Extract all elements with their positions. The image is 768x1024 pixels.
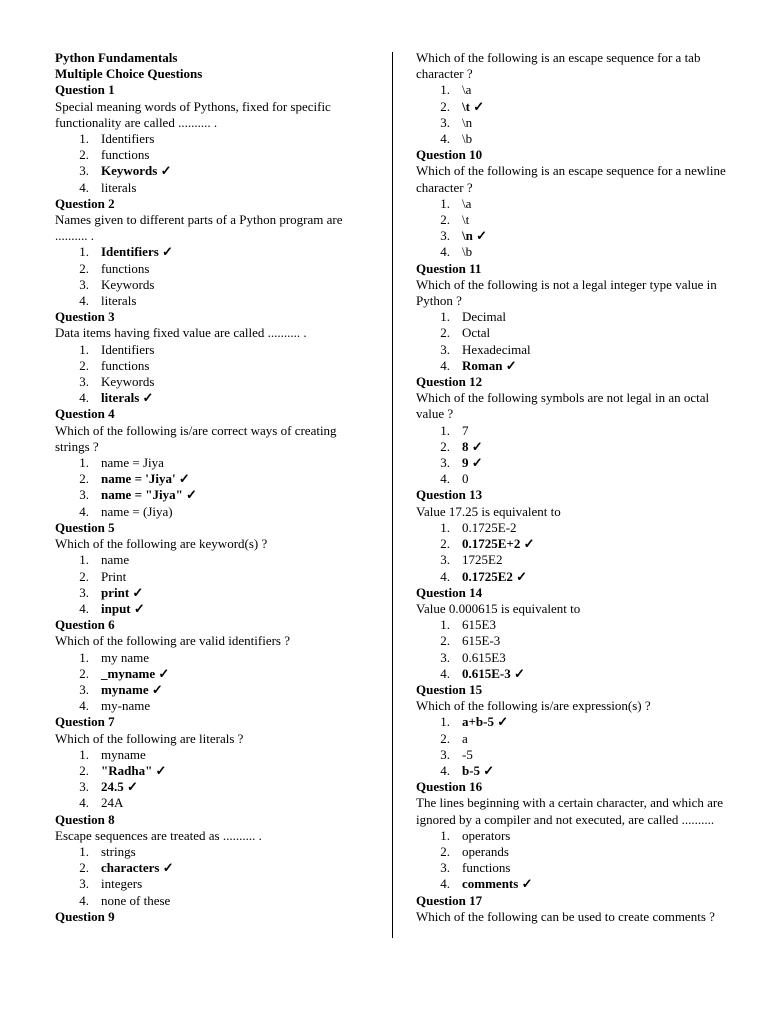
option-item-correct (416, 536, 734, 552)
question-block (55, 812, 345, 909)
option-item (55, 131, 345, 147)
option-text: operands (462, 843, 509, 859)
option-number: 2. (79, 357, 89, 373)
option-item-correct (55, 682, 345, 698)
option-text: _myname ✓ (101, 665, 170, 681)
option-number: 3. (440, 649, 450, 665)
option-number: 1. (440, 714, 450, 730)
question-title: Question 15 (416, 681, 483, 697)
question-block (416, 893, 734, 925)
option-item-correct (416, 714, 734, 730)
options-list (416, 196, 734, 261)
question-block (55, 309, 345, 406)
option-item (55, 504, 345, 520)
option-text: 9 ✓ (462, 455, 483, 471)
options-list (55, 131, 345, 196)
option-number: 4. (79, 179, 89, 195)
options-list (55, 747, 345, 812)
option-text: integers (101, 876, 143, 892)
option-number: 1. (440, 309, 450, 325)
question-text: Which of the following is an escape sequence for a tab character ? (416, 50, 701, 82)
option-number: 1. (79, 131, 89, 147)
option-text: 1725E2 (462, 552, 503, 568)
question-text: The lines beginning with a certain character, and which are ignored by a compiler and not executed, are called .......... (416, 795, 724, 827)
option-item (416, 633, 734, 649)
option-item (55, 455, 345, 471)
option-item-correct (55, 487, 345, 503)
question-block (55, 82, 345, 195)
option-number: 1. (79, 552, 89, 568)
option-number: 2. (440, 438, 450, 454)
option-number: 3. (79, 487, 89, 503)
option-item (416, 731, 734, 747)
option-number: 3. (79, 163, 89, 179)
option-number: 3. (79, 374, 89, 390)
option-item (416, 342, 734, 358)
option-item-correct (416, 455, 734, 471)
option-text: myname ✓ (101, 681, 163, 697)
question-title: Question 5 (55, 519, 115, 535)
options-list (55, 552, 345, 617)
option-number: 2. (440, 843, 450, 859)
question-block (416, 682, 734, 779)
option-item (416, 244, 734, 260)
question-title: Question 8 (55, 811, 115, 827)
option-number: 3. (79, 681, 89, 697)
option-item-correct (55, 860, 345, 876)
option-number: 1. (79, 455, 89, 471)
option-number: 2. (440, 212, 450, 228)
question-block (55, 406, 345, 519)
option-number: 4. (440, 471, 450, 487)
question-text: Which of the following is/are correct ways of creating strings ? (55, 422, 337, 454)
option-item (55, 876, 345, 892)
option-text: functions (462, 860, 511, 876)
option-text: Identifiers (101, 341, 155, 357)
option-text: 0.615E-3 ✓ (462, 665, 525, 681)
question-block (416, 779, 734, 892)
option-number: 4. (79, 892, 89, 908)
question-text: Which of the following are keyword(s) ? (55, 536, 268, 552)
option-number: 4. (79, 795, 89, 811)
question-title: Question 6 (55, 617, 115, 633)
option-item-correct (416, 439, 734, 455)
option-number: 4. (79, 390, 89, 406)
option-number: 1. (440, 422, 450, 438)
option-item-correct (55, 471, 345, 487)
question-title: Question 17 (416, 892, 483, 908)
option-item-correct (55, 244, 345, 260)
option-number: 1. (79, 843, 89, 859)
option-text: \n ✓ (462, 228, 487, 244)
option-text: \n (462, 114, 473, 130)
option-number: 2. (79, 568, 89, 584)
option-number: 4. (79, 293, 89, 309)
option-item-correct (55, 585, 345, 601)
option-number: 2. (79, 471, 89, 487)
option-number: 4. (79, 600, 89, 616)
question-text: Which of the following are valid identifiers ? (55, 633, 291, 649)
question-title: Question 4 (55, 406, 115, 422)
option-item (416, 423, 734, 439)
option-text: \t ✓ (462, 98, 485, 114)
option-item (416, 617, 734, 633)
option-item-correct (55, 390, 345, 406)
option-text: name = Jiya (101, 455, 164, 471)
question-title: Question 11 (416, 260, 482, 276)
option-number: 4. (440, 876, 450, 892)
option-item (55, 650, 345, 666)
option-item (416, 309, 734, 325)
option-item-correct (416, 358, 734, 374)
question-title: Question 7 (55, 714, 115, 730)
option-text: name = (Jiya) (101, 503, 173, 519)
question-text: Value 0.000615 is equivalent to (416, 600, 581, 616)
question-title: Question 1 (55, 82, 115, 98)
question-text: Special meaning words of Pythons, fixed for specific functionality are called .......... . (55, 98, 331, 130)
option-item (55, 552, 345, 568)
options-list (416, 309, 734, 374)
option-item (55, 147, 345, 163)
option-item (55, 893, 345, 909)
option-number: 2. (79, 762, 89, 778)
option-item (416, 520, 734, 536)
option-text: Octal (462, 325, 491, 341)
option-item-correct (55, 163, 345, 179)
option-text: Roman ✓ (462, 357, 517, 373)
option-item (55, 261, 345, 277)
option-number: 3. (440, 552, 450, 568)
option-item (416, 828, 734, 844)
option-item (416, 471, 734, 487)
option-text: Hexadecimal (462, 341, 531, 357)
question-title: Question 10 (416, 147, 483, 163)
option-number: 3. (440, 228, 450, 244)
option-item-correct (416, 666, 734, 682)
option-text: my name (101, 649, 150, 665)
option-text: comments ✓ (462, 876, 533, 892)
option-text: Keywords (101, 374, 155, 390)
option-number: 3. (79, 276, 89, 292)
option-text: literals ✓ (101, 390, 154, 406)
option-item-correct (416, 99, 734, 115)
option-text: input ✓ (101, 600, 145, 616)
option-item (55, 795, 345, 811)
option-item-correct (416, 569, 734, 585)
question-block (55, 909, 345, 925)
option-number: 1. (440, 195, 450, 211)
options-list (55, 244, 345, 309)
option-text: literals (101, 293, 137, 309)
options-list (55, 650, 345, 715)
question-text: Names given to different parts of a Python program are .......... . (55, 212, 343, 244)
option-text: myname (101, 746, 146, 762)
option-text: 0 (462, 471, 469, 487)
option-item (416, 131, 734, 147)
option-number: 1. (440, 82, 450, 98)
option-number: 2. (79, 147, 89, 163)
option-text: Print (101, 568, 127, 584)
options-list (416, 82, 734, 147)
question-title: Question 3 (55, 309, 115, 325)
option-text: \b (462, 244, 473, 260)
column-divider (392, 52, 393, 938)
option-text: Keywords ✓ (101, 163, 172, 179)
question-text: Which of the following can be used to create comments ? (416, 908, 715, 924)
question-text: Data items having fixed value are called .......... . (55, 325, 307, 341)
option-item (55, 358, 345, 374)
option-item-correct (55, 666, 345, 682)
option-number: 3. (440, 341, 450, 357)
option-number: 1. (440, 617, 450, 633)
option-text: 7 (462, 422, 469, 438)
option-item (416, 82, 734, 98)
option-text: 0.615E3 (462, 649, 506, 665)
option-item-correct (416, 763, 734, 779)
option-item-correct (55, 601, 345, 617)
option-item (416, 325, 734, 341)
option-text: 8 ✓ (462, 438, 483, 454)
option-text: 24A (101, 795, 124, 811)
option-item (55, 747, 345, 763)
option-item-correct (416, 876, 734, 892)
option-item (416, 650, 734, 666)
option-text: print ✓ (101, 584, 144, 600)
option-text: "Radha" ✓ (101, 762, 167, 778)
question-text: Which of the following are literals ? (55, 730, 244, 746)
right-column (416, 50, 734, 925)
option-number: 1. (440, 519, 450, 535)
option-item-correct (416, 228, 734, 244)
option-text: a+b-5 ✓ (462, 714, 509, 730)
option-number: 3. (440, 860, 450, 876)
option-number: 2. (440, 730, 450, 746)
question-text: Escape sequences are treated as .......... . (55, 827, 262, 843)
question-text: Which of the following is/are expression(s) ? (416, 698, 651, 714)
option-text: functions (101, 357, 150, 373)
option-number: 2. (79, 260, 89, 276)
option-number: 4. (440, 131, 450, 147)
option-text: 24.5 ✓ (101, 779, 138, 795)
option-text: \t (462, 212, 470, 228)
options-list (416, 714, 734, 779)
option-item (55, 698, 345, 714)
option-text: name (101, 552, 130, 568)
option-item (416, 844, 734, 860)
option-text: \b (462, 131, 473, 147)
option-number: 3. (440, 114, 450, 130)
left-column (55, 50, 345, 925)
option-item (416, 196, 734, 212)
option-text: 0.1725E+2 ✓ (462, 536, 535, 552)
options-list (416, 617, 734, 682)
option-item (55, 293, 345, 309)
option-number: 1. (79, 649, 89, 665)
option-number: 1. (79, 746, 89, 762)
option-item-correct (55, 779, 345, 795)
option-number: 4. (440, 665, 450, 681)
question-title: Question 14 (416, 584, 483, 600)
option-number: 4. (440, 568, 450, 584)
question-block (416, 261, 734, 374)
options-list (416, 423, 734, 488)
option-number: 3. (79, 584, 89, 600)
option-text: Identifiers ✓ (101, 244, 173, 260)
option-text: name = 'Jiya' ✓ (101, 471, 190, 487)
document-title: Python Fundamentals (55, 50, 178, 65)
question-text: Value 17.25 is equivalent to (416, 503, 561, 519)
document-subtitle: Multiple Choice Questions (55, 66, 203, 82)
question-block (55, 714, 345, 811)
option-text: 0.1725E2 ✓ (462, 568, 528, 584)
option-item (55, 180, 345, 196)
question-title: Question 9 (55, 908, 115, 924)
option-number: 1. (440, 827, 450, 843)
option-item (416, 860, 734, 876)
option-text: 0.1725E-2 (462, 519, 517, 535)
option-number: 2. (440, 536, 450, 552)
options-list (416, 828, 734, 893)
option-text: strings (101, 843, 136, 859)
option-text: characters ✓ (101, 860, 174, 876)
option-number: 1. (79, 341, 89, 357)
option-number: 3. (79, 779, 89, 795)
option-number: 3. (79, 876, 89, 892)
option-number: 4. (440, 762, 450, 778)
option-item (416, 115, 734, 131)
option-number: 2. (79, 665, 89, 681)
question-block (416, 147, 734, 260)
option-text: my-name (101, 698, 151, 714)
option-number: 2. (440, 633, 450, 649)
question-block (416, 50, 734, 147)
options-list (416, 520, 734, 585)
option-text: functions (101, 260, 150, 276)
option-item (416, 747, 734, 763)
option-number: 2. (440, 325, 450, 341)
option-text: name = "Jiya" ✓ (101, 487, 197, 503)
option-number: 1. (79, 244, 89, 260)
question-text: Which of the following symbols are not legal in an octal value ? (416, 390, 710, 422)
option-item (55, 844, 345, 860)
question-block (55, 196, 345, 309)
question-title: Question 13 (416, 487, 483, 503)
option-item (55, 342, 345, 358)
option-number: 4. (79, 698, 89, 714)
option-item (55, 277, 345, 293)
option-number: 2. (440, 98, 450, 114)
question-block (416, 585, 734, 682)
option-text: none of these (101, 892, 171, 908)
option-text: \a (462, 82, 472, 98)
option-number: 2. (79, 860, 89, 876)
option-number: 4. (440, 244, 450, 260)
option-number: 4. (440, 357, 450, 373)
question-block (416, 374, 734, 487)
option-text: operators (462, 827, 511, 843)
option-number: 3. (440, 455, 450, 471)
question-block (55, 520, 345, 617)
question-title: Question 12 (416, 374, 483, 390)
option-text: a (462, 730, 468, 746)
question-block (55, 617, 345, 714)
question-text: Which of the following is not a legal integer type value in Python ? (416, 276, 717, 309)
options-list (55, 455, 345, 520)
option-text: literals (101, 179, 137, 195)
option-text: 615E3 (462, 617, 496, 633)
option-text: Decimal (462, 309, 507, 325)
question-block (416, 487, 734, 584)
option-item (55, 374, 345, 390)
question-title: Question 16 (416, 779, 483, 795)
option-text: Identifiers (101, 131, 155, 147)
option-number: 4. (79, 503, 89, 519)
option-text: -5 (462, 746, 473, 762)
question-text: Which of the following is an escape sequence for a newline character ? (416, 163, 726, 195)
option-item (416, 552, 734, 568)
option-item (55, 569, 345, 585)
option-item-correct (55, 763, 345, 779)
option-number: 3. (440, 746, 450, 762)
option-item (416, 212, 734, 228)
option-text: b-5 ✓ (462, 762, 495, 778)
option-text: Keywords (101, 276, 155, 292)
options-list (55, 844, 345, 909)
option-text: \a (462, 195, 472, 211)
option-text: functions (101, 147, 150, 163)
options-list (55, 342, 345, 407)
question-title: Question 2 (55, 195, 115, 211)
option-text: 615E-3 (462, 633, 501, 649)
